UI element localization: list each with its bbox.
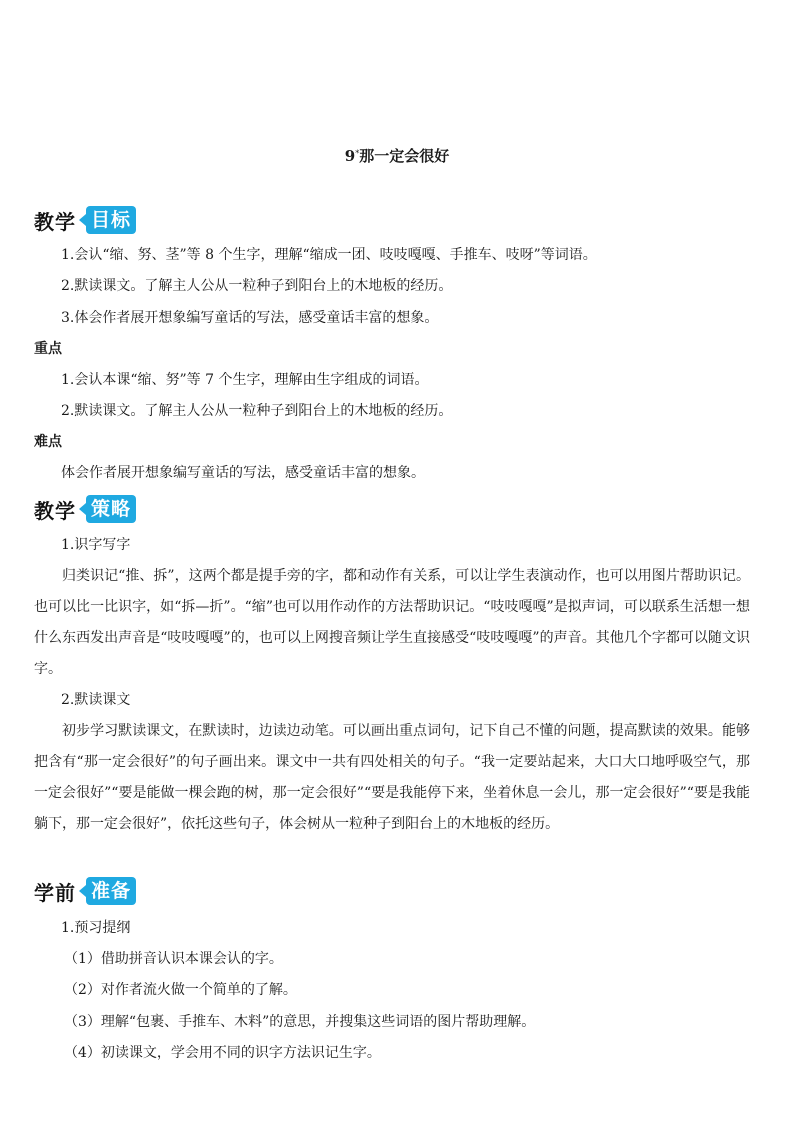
strategy-paragraph: 初步学习默读课文，在默读时，边读边动笔。可以画出重点词句，记下自己不懂的问题，提高默读的效果。能够把含有“那一定会很好”的句子画出来。课文中一共有四处相关的句子。“我一定要站起来，大口大口地呼吸空气，那一定会很好”“要是能做一棵会跑的树，那一定会很好”“要是我能停下来，坐着休息一会儿，那一定会很好”“要是我能躺下，那一定会很好”，依托这些句子，体会树从一粒种子到阳台上的木地板的经历。 — [34, 723, 750, 832]
lesson-number: 9 — [344, 147, 356, 165]
goal-item: 2.默读课文。了解主人公从一粒种子到阳台上的木地板的经历。 — [61, 278, 453, 294]
key-points-label: 重点 — [34, 341, 62, 357]
section-tag: 目标 — [86, 206, 136, 234]
tag-notch-icon — [79, 885, 86, 897]
section-header-strategy — [34, 494, 136, 524]
prep-item: （2）对作者流火做一个简单的了解。 — [64, 982, 297, 998]
section-lead: 教学 — [34, 498, 76, 523]
goal-item: 3.体会作者展开想象编写童话的写法，感受童话丰富的想象。 — [61, 310, 439, 326]
section-lead: 教学 — [34, 209, 76, 234]
section-header-goals — [34, 205, 136, 235]
lesson-title: 那一定会很好 — [359, 147, 450, 165]
strategy-heading: 1.识字写字 — [61, 537, 131, 553]
page-title — [0, 146, 794, 166]
prep-heading: 1.预习提纲 — [61, 920, 131, 936]
key-item: 2.默读课文。了解主人公从一粒种子到阳台上的木地板的经历。 — [61, 403, 453, 419]
strategy-heading: 2.默读课文 — [61, 692, 131, 708]
section-tag: 准备 — [86, 877, 136, 905]
goal-item: 1.会认“缩、努、茎”等 8 个生字，理解“缩成一团、吱吱嘎嘎、手推车、吱呀”等词语。 — [61, 247, 597, 263]
section-lead: 学前 — [34, 880, 76, 905]
prep-item: （4）初读课文，学会用不同的识字方法识记生字。 — [64, 1045, 381, 1061]
section-header-prep — [34, 876, 136, 906]
prep-item: （1）借助拼音认识本课会认的字。 — [64, 951, 283, 967]
section-tag: 策略 — [86, 495, 136, 523]
key-item: 1.会认本课“缩、努”等 7 个生字，理解由生字组成的词语。 — [61, 372, 429, 388]
tag-notch-icon — [79, 214, 86, 226]
strategy-paragraph: 归类识记“推、拆”，这两个都是提手旁的字，都和动作有关系，可以让学生表演动作，也可以用图片帮助识记。也可以比一比识字，如“拆—折”。“缩”也可以用作动作的方法帮助识记。“吱吱嘎嘎”是拟声词，可以联系生活想一想什么东西发出声音是“吱吱嘎嘎”的，也可以上网搜音频让学生直接感受“吱吱嘎嘎”的声音。其他几个字都可以随文识字。 — [34, 568, 750, 677]
tag-notch-icon — [79, 503, 86, 515]
lesson-mark: * — [355, 149, 360, 158]
prep-item: （3）理解“包裹、手推车、木料”的意思，并搜集这些词语的图片帮助理解。 — [64, 1014, 536, 1030]
difficulty-text: 体会作者展开想象编写童话的写法，感受童话丰富的想象。 — [61, 465, 425, 481]
difficulty-label: 难点 — [34, 434, 62, 450]
